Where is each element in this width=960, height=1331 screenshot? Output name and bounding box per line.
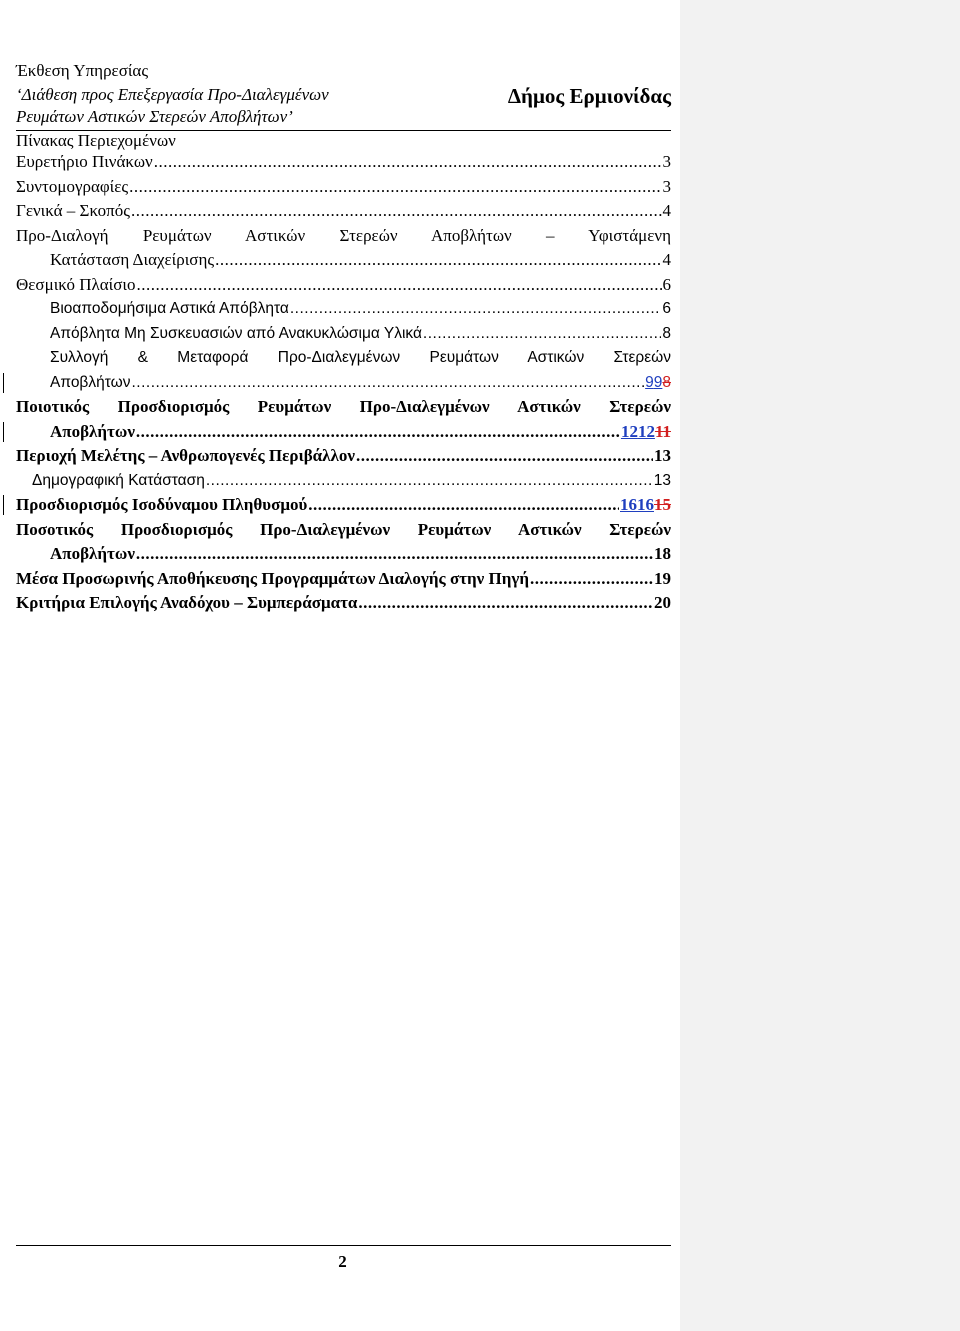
toc-entry-line1[interactable]: Προ-Διαλογή Ρευμάτων Αστικών Στερεών Αποβλήτων – Υφιστάμενη xyxy=(16,225,671,245)
toc-heading: Πίνακας Περιεχομένων xyxy=(16,131,176,150)
toc-entry[interactable]: Κριτήρια Επιλογής Αναδόχου – Συμπεράσματα ..... 20 xyxy=(16,591,671,616)
toc-subentry-line1[interactable]: Συλλογή & Μεταφορά Προ-Διαλεγμένων Ρευμάτων Αστικών Στερεών xyxy=(50,349,671,366)
toc-entry[interactable]: Κατάσταση Διαχείρισης ..... 4 xyxy=(16,248,671,273)
markup-margin-pane xyxy=(680,0,960,1331)
toc-subentry[interactable]: Δημογραφική Κατάσταση ..... 13 xyxy=(16,469,671,494)
report-subtitle-line1: ‘Διάθεση προς Επεξεργασία Προ-Διαλεγμένων xyxy=(16,85,329,104)
toc-entry[interactable]: Προσδιορισμός Ισοδύναμου Πληθυσμού ..... 161615 xyxy=(16,493,671,518)
toc-subentry[interactable]: Αποβλήτων ..... 998 xyxy=(16,371,671,396)
report-subtitle-line2: Ρευμάτων Αστικών Στερεών Αποβλήτων’ xyxy=(16,107,293,126)
toc-entry[interactable]: Περιοχή Μελέτης – Ανθρωπογενές Περιβάλλον ..... 13 xyxy=(16,444,671,469)
table-of-contents xyxy=(16,150,671,616)
toc-subentry[interactable]: Βιοαποδομήσιμα Αστικά Απόβλητα ..... 6 xyxy=(16,297,671,322)
toc-entry-line1[interactable]: Ποιοτικός Προσδιορισμός Ρευμάτων Προ-Διαλεγμένων Αστικών Στερεών xyxy=(16,397,671,416)
toc-entry[interactable]: Συντομογραφίες ..... 3 xyxy=(16,175,671,200)
toc-entry[interactable]: Γενικά – Σκοπός ..... 4 xyxy=(16,199,671,224)
toc-entry[interactable]: Μέσα Προσωρινής Αποθήκευσης Προγραμμάτων Διαλογής στην Πηγή ..... 19 xyxy=(16,567,671,592)
change-bar xyxy=(3,495,4,515)
page-number: 2 xyxy=(338,1252,347,1271)
toc-entry-line1[interactable]: Ποσοτικός Προσδιορισμός Προ-Διαλεγμένων Ρευμάτων Αστικών Στερεών xyxy=(16,519,671,539)
toc-entry[interactable]: Αποβλήτων ..... 121211 xyxy=(16,420,671,445)
toc-entry[interactable]: Αποβλήτων ..... 18 xyxy=(16,542,671,567)
change-bar xyxy=(3,373,4,393)
change-bar xyxy=(3,422,4,442)
toc-entry[interactable]: Ευρετήριο Πινάκων ..... 3 xyxy=(16,150,671,175)
footer-rule xyxy=(16,1245,671,1246)
toc-entry[interactable]: Θεσμικό Πλαίσιο ..... 6 xyxy=(16,273,671,298)
toc-subentry[interactable]: Απόβλητα Μη Συσκευασιών από Ανακυκλώσιμα Υλικά ..... 8 xyxy=(16,322,671,347)
report-title: Έκθεση Υπηρεσίας xyxy=(16,61,149,80)
municipality-title: Δήμος Ερμιονίδας xyxy=(507,84,671,108)
